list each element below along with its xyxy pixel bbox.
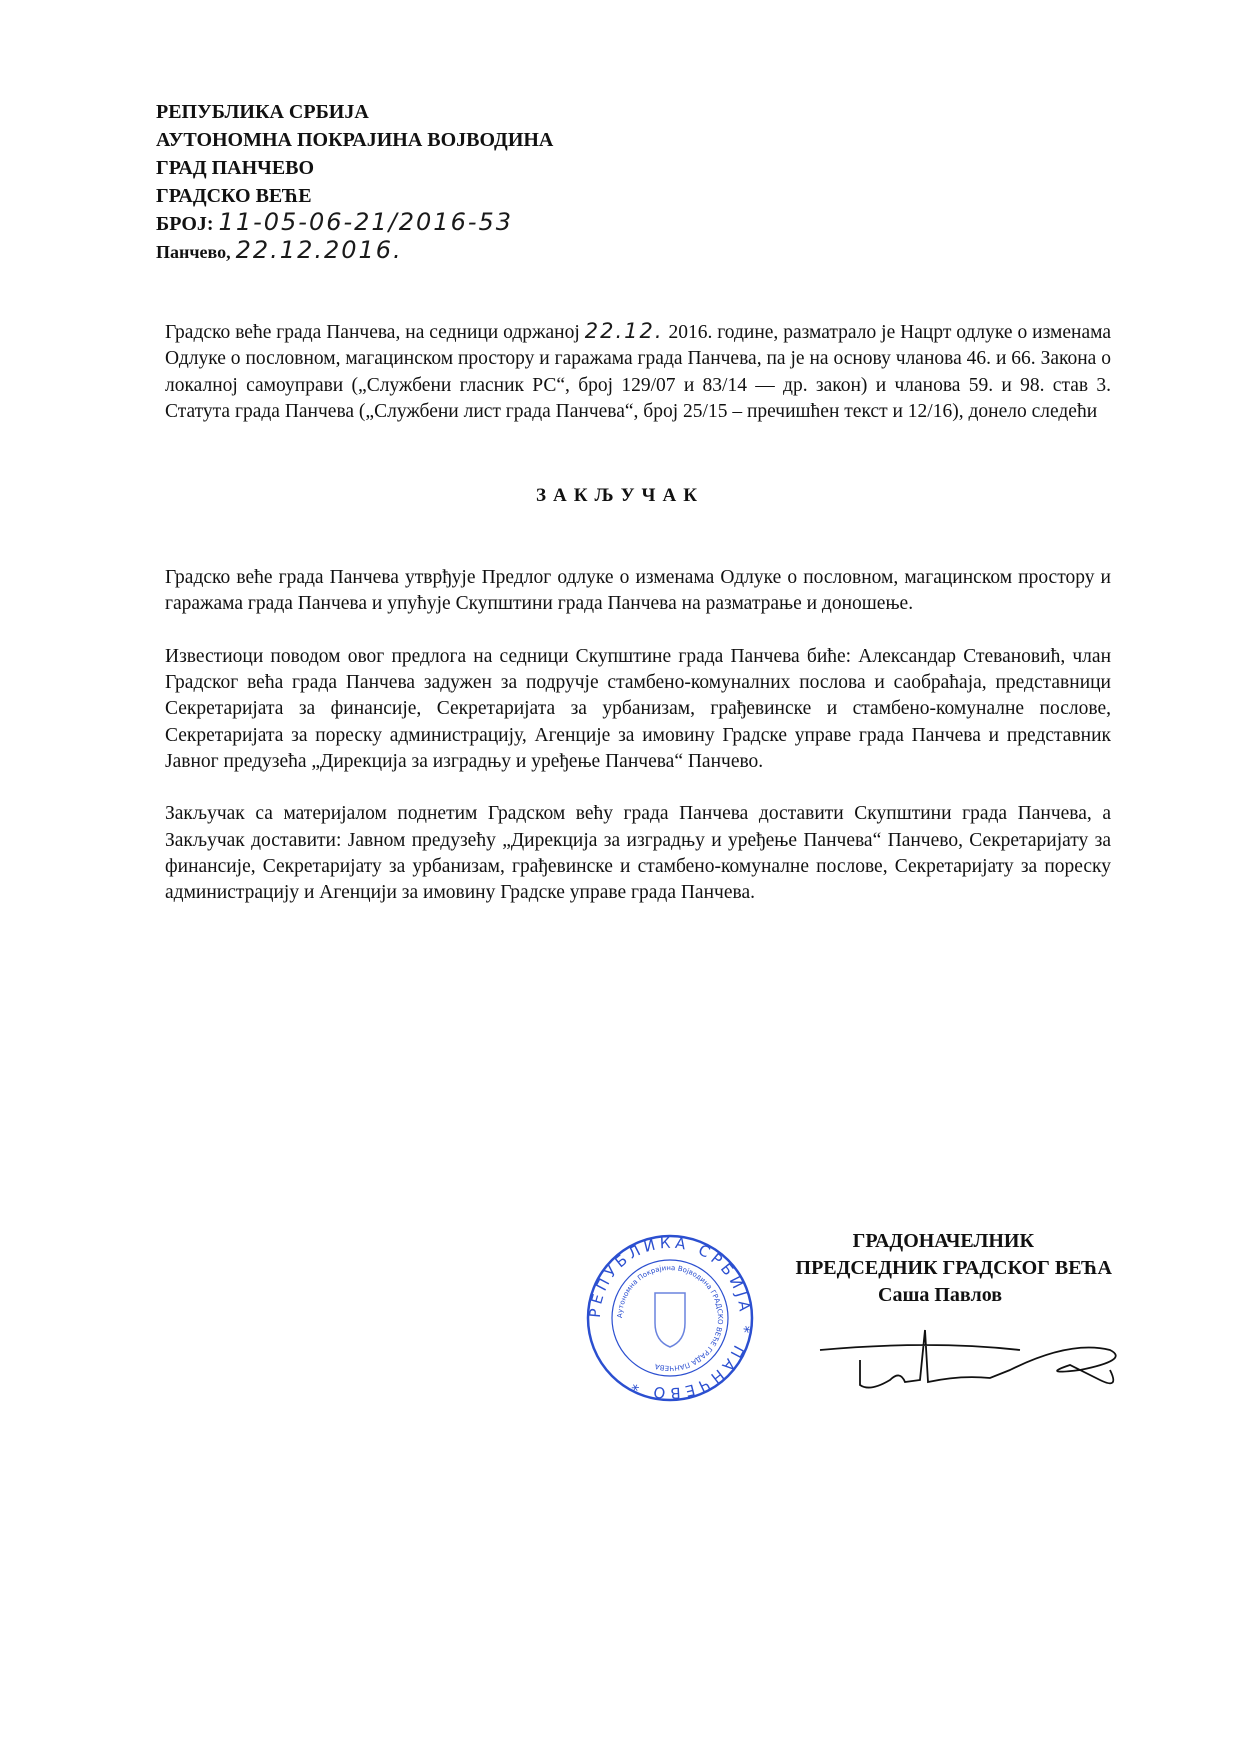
intro-paragraph bbox=[165, 320, 1111, 425]
header-place-date bbox=[156, 238, 553, 266]
number-value-handwritten: 11-05-06-21/2016-53 bbox=[218, 208, 514, 236]
svg-text:Аутономна Покрајина Војводина bbox=[616, 1264, 724, 1372]
document-header bbox=[156, 98, 553, 266]
session-date-handwritten: 22.12. bbox=[584, 319, 664, 343]
official-stamp bbox=[585, 1233, 755, 1403]
header-number bbox=[156, 210, 553, 238]
header-council: ГРАДСКО ВЕЋЕ bbox=[156, 185, 312, 207]
place-label: Панчево, bbox=[156, 242, 231, 262]
number-label: БРОЈ: bbox=[156, 213, 214, 235]
paragraph-delivery: Закључак са материјалом поднетим Градском већу града Панчева доставити Скупштини града Панчева, а Закључак доставити: Јавном предузећу „Дирекција за изградњу и уређење Панчева“ Панчево, Секретаријату за финансије, Секретаријату за урбанизам, грађевинске и стамбено-комуналне послове, Секретаријату за пореску администрацију и Агенцији за имовину Градске управе града Панчева. bbox=[165, 803, 1111, 904]
svg-text:РЕПУБЛИКА СРБИЈА * ПАНЧЕВО * bbox=[586, 1234, 754, 1403]
intro-text-start: Градско веће града Панчева, на седници одржаној bbox=[165, 322, 585, 343]
paragraph-rapporteurs: Известиоци поводом овог предлога на седници Скупштине града Панчева биће: Александар Стевановић, члан Градског већа града Панчева задужен за подручје стамбено-комуналних послова и саобраћаја, представници Секретаријата за финансије, Секретаријата за урбанизам, грађевинске и стамбено-комуналне послове, Секретаријата за пореску администрацију, Агенције за имовину Градске управе града Панчева и представник Јавног предузећа „Дирекција за изградњу и уређење Панчева“ Панчево. bbox=[165, 645, 1111, 772]
stamp-outer-text: РЕПУБЛИКА СРБИЈА * ПАНЧЕВО * bbox=[585, 1233, 755, 1403]
handwritten-signature bbox=[810, 1320, 1130, 1400]
paragraph-conclusion: Градско веће града Панчева утврђује Предлог одлуке о изменама Одлуке о пословном, магацинском простору и гаражама града Панчева и упућује Скупштини града Панчева на разматрање и доношење. bbox=[165, 567, 1111, 615]
header-province: АУТОНОМНА ПОКРАЈИНА ВОЈВОДИНА bbox=[156, 129, 554, 151]
intro-text-end: 2016. године, разматрало је Нацрт одлуке о изменама Одлуке о пословном, магацинском простору и гаражама града Панчева, па је на основу чланова 46. и 66. Закона о локалној самоуправи („Службени гласник РС“, број 129/07 и 83/14 — др. закон) и чланова 59. и 98. став 3. Статута града Панчева („Службени лист града Панчева“, број 25/15 – пречишћен текст и 12/16), донело следећи bbox=[165, 322, 1111, 422]
signature-block bbox=[760, 1228, 1112, 1309]
header-city: ГРАД ПАНЧЕВО bbox=[156, 157, 315, 179]
signature-title-president: ПРЕДСЕДНИК ГРАДСКОГ ВЕЋА bbox=[795, 1257, 1112, 1279]
header-republic: РЕПУБЛИКА СРБИЈА bbox=[156, 101, 369, 123]
stamp-inner-text: Аутономна Покрајина Војводина ГРАДСКО ВЕЋЕ ГРАДА ПАНЧЕВА bbox=[615, 1263, 725, 1373]
document-title: ЗАКЉУЧАК bbox=[536, 485, 704, 507]
document-body bbox=[165, 320, 1111, 932]
date-handwritten: 22.12.2016. bbox=[235, 236, 403, 264]
signature-title-mayor: ГРАДОНАЧЕЛНИК bbox=[852, 1230, 1034, 1252]
signature-name: Саша Павлов bbox=[878, 1284, 1002, 1306]
